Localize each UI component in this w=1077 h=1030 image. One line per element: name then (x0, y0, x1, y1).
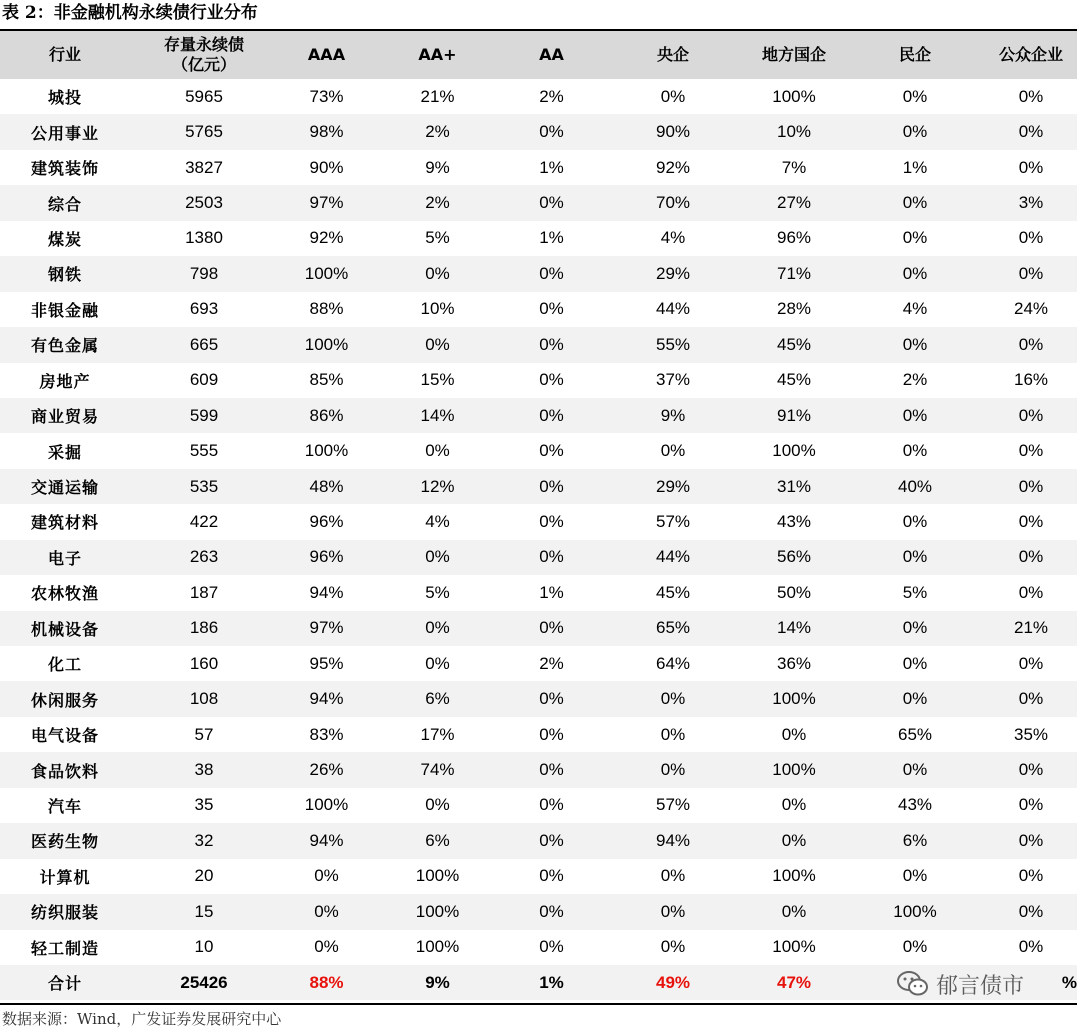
header-industry: 行业 (48, 45, 81, 64)
cell-aa: 0% (539, 405, 564, 425)
cell-public: 0% (1018, 334, 1044, 354)
cell-aaa: 100% (304, 263, 349, 283)
cell-industry: 非银金融 (30, 300, 99, 320)
cell-central-soe: 0% (660, 724, 686, 744)
cell-industry: 食品饮料 (30, 761, 99, 781)
cell-aa-plus: 2% (425, 193, 450, 213)
header-aa-plus: AA+ (418, 45, 457, 64)
cell-industry: 采掘 (47, 442, 82, 462)
cell-public: 0% (1018, 689, 1044, 709)
cell-aa-plus: 100% (415, 866, 460, 886)
cell-outstanding: 422 (189, 511, 219, 531)
watermark-text: 郁言债市 (936, 973, 1025, 999)
cell-central-soe: 44% (655, 299, 691, 319)
cell-aa: 0% (539, 901, 564, 921)
table-row (0, 540, 1077, 575)
cell-aa-plus: 15% (420, 370, 455, 390)
cell-central-soe: 0% (660, 86, 686, 106)
cell-industry: 机械设备 (30, 619, 99, 639)
cell-aa: 0% (539, 370, 564, 390)
cell-local-soe: 27% (776, 193, 812, 213)
cell-local-soe: 31% (776, 476, 812, 496)
industry-distribution-table (0, 31, 1077, 1000)
table-row (0, 717, 1077, 752)
cell-public: 35% (1013, 724, 1049, 744)
cell-aa: 2% (539, 653, 564, 673)
cell-aa-plus: 0% (425, 334, 450, 354)
cell-aaa: 90% (309, 157, 344, 177)
cell-aaa: 83% (309, 724, 344, 744)
cell-private: 0% (902, 122, 928, 142)
cell-public: 0% (1018, 653, 1044, 673)
cell-industry: 汽车 (47, 796, 82, 816)
table-row (0, 788, 1077, 823)
cell-private: 65% (897, 724, 933, 744)
cell-outstanding: 3827 (185, 157, 223, 177)
total-row (0, 965, 1077, 1000)
cell-central-soe: 57% (655, 795, 691, 815)
cell-central-soe: 4% (660, 228, 686, 248)
cell-aa: 0% (539, 618, 564, 638)
cell-aa: 0% (539, 760, 564, 780)
cell-local-soe: 28% (776, 299, 812, 319)
header-central-soe: 央企 (656, 45, 689, 64)
bottom-rule (0, 1003, 1077, 1005)
cell-local-soe: 100% (772, 866, 816, 886)
cell-local-soe: 91% (776, 405, 812, 425)
cell-local-soe: 100% (772, 441, 816, 461)
total-central-soe: 49% (655, 972, 691, 992)
cell-private: 5% (902, 582, 928, 602)
cell-aa: 1% (539, 228, 564, 248)
cell-industry: 电子 (47, 548, 82, 568)
cell-aa-plus: 6% (425, 830, 450, 850)
table-row (0, 114, 1077, 149)
cell-industry: 商业贸易 (30, 407, 99, 427)
table-row (0, 646, 1077, 681)
cell-private: 0% (902, 334, 928, 354)
table-row (0, 752, 1077, 787)
cell-aa-plus: 10% (420, 299, 455, 319)
table-row (0, 256, 1077, 291)
cell-aa-plus: 0% (425, 441, 450, 461)
cell-aa-plus: 5% (425, 228, 450, 248)
cell-outstanding: 693 (189, 299, 219, 319)
cell-private: 0% (902, 618, 928, 638)
total-industry: 合计 (47, 974, 82, 994)
cell-industry: 电气设备 (30, 726, 99, 746)
cell-central-soe: 29% (655, 263, 691, 283)
cell-local-soe: 71% (776, 263, 812, 283)
cell-aaa: 96% (309, 547, 344, 567)
cell-industry: 轻工制造 (30, 938, 99, 958)
cell-central-soe: 45% (655, 582, 691, 602)
cell-outstanding: 38 (194, 760, 214, 780)
cell-outstanding: 5965 (185, 86, 223, 106)
cell-aa-plus: 0% (425, 547, 450, 567)
cell-central-soe: 29% (655, 476, 691, 496)
cell-central-soe: 57% (655, 511, 691, 531)
table-row (0, 469, 1077, 504)
cell-private: 6% (902, 830, 928, 850)
cell-private: 0% (902, 866, 928, 886)
cell-public: 0% (1018, 760, 1044, 780)
cell-outstanding: 599 (189, 405, 219, 425)
cell-aa-plus: 12% (420, 476, 455, 496)
cell-aaa: 100% (304, 795, 349, 815)
cell-private: 43% (897, 795, 933, 815)
cell-local-soe: 0% (781, 795, 807, 815)
cell-private: 40% (897, 476, 933, 496)
cell-aa-plus: 0% (425, 795, 450, 815)
cell-outstanding: 665 (189, 334, 219, 354)
cell-aa: 0% (539, 724, 564, 744)
cell-aa: 0% (539, 937, 564, 957)
cell-aaa: 26% (309, 760, 344, 780)
cell-aa: 0% (539, 299, 564, 319)
cell-aa-plus: 0% (425, 618, 450, 638)
cell-local-soe: 100% (772, 760, 816, 780)
cell-outstanding: 35 (194, 795, 214, 815)
header-local-soe: 地方国企 (761, 45, 826, 64)
cell-public: 0% (1018, 547, 1044, 567)
cell-aa: 0% (539, 547, 564, 567)
cell-aaa: 48% (309, 476, 344, 496)
cell-industry: 建筑材料 (30, 513, 99, 533)
cell-aa-plus: 100% (415, 937, 460, 957)
cell-local-soe: 45% (776, 334, 812, 354)
cell-aaa: 0% (314, 866, 339, 886)
cell-industry: 综合 (47, 194, 82, 214)
cell-outstanding: 5765 (185, 122, 223, 142)
cell-industry: 钢铁 (47, 265, 82, 285)
header-row (0, 31, 1077, 79)
cell-local-soe: 43% (776, 511, 812, 531)
cell-aaa: 97% (309, 193, 344, 213)
cell-aa: 0% (539, 830, 564, 850)
cell-aa-plus: 9% (425, 157, 450, 177)
total-public: % (1061, 972, 1077, 992)
cell-industry: 农林牧渔 (30, 584, 99, 604)
cell-central-soe: 55% (655, 334, 691, 354)
header-private: 民企 (898, 45, 931, 64)
cell-central-soe: 0% (660, 441, 686, 461)
cell-aaa: 98% (309, 122, 344, 142)
total-local-soe: 47% (776, 972, 812, 992)
cell-outstanding: 798 (189, 263, 219, 283)
cell-aa: 0% (539, 193, 564, 213)
cell-aaa: 0% (314, 901, 339, 921)
cell-public: 16% (1013, 370, 1049, 390)
cell-private: 1% (902, 157, 928, 177)
cell-central-soe: 0% (660, 866, 686, 886)
cell-central-soe: 94% (655, 830, 691, 850)
cell-aa-plus: 21% (420, 86, 455, 106)
cell-private: 0% (902, 86, 928, 106)
cell-local-soe: 14% (776, 618, 812, 638)
cell-central-soe: 70% (655, 193, 691, 213)
table-row (0, 150, 1077, 185)
cell-outstanding: 1380 (185, 228, 223, 248)
cell-local-soe: 50% (776, 582, 812, 602)
cell-aaa: 97% (309, 618, 344, 638)
cell-aaa: 100% (304, 441, 349, 461)
cell-industry: 休闲服务 (30, 690, 99, 710)
cell-outstanding: 20 (194, 866, 214, 886)
table-row (0, 221, 1077, 256)
cell-public: 0% (1018, 86, 1044, 106)
cell-aaa: 73% (309, 86, 344, 106)
cell-local-soe: 10% (776, 122, 812, 142)
table-row (0, 930, 1077, 965)
cell-outstanding: 555 (189, 441, 219, 461)
cell-public: 0% (1018, 866, 1044, 886)
cell-private: 0% (902, 511, 928, 531)
source-note: 数据来源：Wind，广发证券发展研究中心 (2, 1010, 282, 1028)
table-row (0, 292, 1077, 327)
cell-local-soe: 0% (781, 830, 807, 850)
total-private (845, 965, 985, 1000)
cell-central-soe: 9% (660, 405, 686, 425)
cell-local-soe: 100% (772, 937, 816, 957)
table-row (0, 575, 1077, 610)
cell-aaa: 88% (309, 299, 344, 319)
cell-industry: 建筑装饰 (30, 159, 99, 179)
cell-outstanding: 32 (194, 830, 214, 850)
cell-outstanding: 187 (189, 582, 219, 602)
table-row (0, 327, 1077, 362)
cell-public: 0% (1018, 157, 1044, 177)
cell-outstanding: 609 (189, 370, 219, 390)
table-row (0, 433, 1077, 468)
header-aa: AA (539, 45, 564, 64)
cell-outstanding: 535 (189, 476, 219, 496)
cell-outstanding: 160 (189, 653, 219, 673)
cell-public: 0% (1018, 830, 1044, 850)
table-row (0, 859, 1077, 894)
cell-local-soe: 0% (781, 724, 807, 744)
cell-aa: 0% (539, 476, 564, 496)
cell-local-soe: 0% (781, 901, 807, 921)
cell-industry: 煤炭 (47, 229, 82, 249)
cell-outstanding: 263 (189, 547, 219, 567)
cell-industry: 房地产 (39, 371, 91, 391)
cell-aa-plus: 5% (425, 582, 450, 602)
table-row (0, 681, 1077, 716)
cell-local-soe: 100% (772, 86, 816, 106)
cell-outstanding: 10 (194, 937, 214, 957)
cell-public: 0% (1018, 441, 1044, 461)
cell-aa: 0% (539, 689, 564, 709)
cell-industry: 交通运输 (30, 478, 99, 498)
cell-public: 0% (1018, 901, 1044, 921)
cell-aa-plus: 0% (425, 263, 450, 283)
header-outstanding-line1: 存量永续债 (163, 35, 244, 54)
cell-aaa: 0% (314, 937, 339, 957)
cell-central-soe: 0% (660, 901, 686, 921)
cell-outstanding: 2503 (185, 193, 223, 213)
cell-private: 0% (902, 263, 928, 283)
cell-industry: 纺织服装 (30, 903, 99, 923)
cell-private: 0% (902, 441, 928, 461)
cell-aa-plus: 2% (425, 122, 450, 142)
cell-central-soe: 65% (655, 618, 691, 638)
table-row (0, 185, 1077, 220)
total-aaa: 88% (309, 972, 344, 992)
total-outstanding: 25426 (180, 972, 228, 992)
cell-public: 0% (1018, 795, 1044, 815)
cell-industry: 公用事业 (30, 123, 99, 143)
cell-public: 0% (1018, 476, 1044, 496)
cell-central-soe: 37% (655, 370, 691, 390)
cell-public: 0% (1018, 228, 1044, 248)
header-outstanding-unit: （亿元） (171, 55, 236, 74)
cell-private: 0% (902, 405, 928, 425)
cell-aa: 0% (539, 334, 564, 354)
cell-local-soe: 36% (776, 653, 812, 673)
cell-aaa: 100% (304, 334, 349, 354)
cell-aaa: 92% (309, 228, 344, 248)
table-row (0, 894, 1077, 929)
cell-aaa: 94% (309, 582, 344, 602)
cell-aaa: 94% (309, 830, 344, 850)
cell-aaa: 96% (309, 511, 344, 531)
cell-public: 0% (1018, 937, 1044, 957)
cell-private: 0% (902, 689, 928, 709)
cell-public: 0% (1018, 582, 1044, 602)
cell-aa: 1% (539, 157, 564, 177)
cell-aa-plus: 17% (420, 724, 455, 744)
cell-private: 0% (902, 937, 928, 957)
table-row (0, 611, 1077, 646)
cell-public: 21% (1013, 618, 1049, 638)
cell-central-soe: 0% (660, 760, 686, 780)
cell-aaa: 86% (309, 405, 344, 425)
cell-local-soe: 96% (776, 228, 812, 248)
cell-industry: 化工 (47, 655, 82, 675)
cell-local-soe: 7% (781, 157, 807, 177)
header-aaa: AAA (307, 45, 346, 64)
table-body (0, 79, 1077, 1000)
cell-private: 0% (902, 653, 928, 673)
cell-outstanding: 186 (189, 618, 219, 638)
cell-aaa: 85% (309, 370, 344, 390)
cell-local-soe: 100% (772, 689, 816, 709)
cell-aa: 0% (539, 795, 564, 815)
cell-aa-plus: 4% (425, 511, 450, 531)
cell-industry: 医药生物 (30, 832, 99, 852)
cell-industry: 计算机 (39, 867, 91, 887)
cell-private: 2% (902, 370, 928, 390)
table-row (0, 823, 1077, 858)
cell-private: 0% (902, 760, 928, 780)
cell-aa: 2% (539, 86, 564, 106)
cell-local-soe: 56% (776, 547, 812, 567)
cell-public: 0% (1018, 511, 1044, 531)
table-title: 表 2：非金融机构永续债行业分布 (2, 3, 258, 23)
cell-aa: 0% (539, 263, 564, 283)
cell-public: 3% (1018, 193, 1044, 213)
cell-outstanding: 108 (189, 689, 219, 709)
cell-aa: 0% (539, 441, 564, 461)
cell-public: 24% (1013, 299, 1049, 319)
cell-private: 0% (902, 228, 928, 248)
cell-aa: 0% (539, 122, 564, 142)
table-row (0, 363, 1077, 398)
cell-outstanding: 15 (194, 901, 214, 921)
table-row (0, 504, 1077, 539)
cell-aa-plus: 74% (420, 760, 455, 780)
cell-central-soe: 92% (655, 157, 691, 177)
cell-private: 100% (893, 901, 937, 921)
cell-aa-plus: 0% (425, 653, 450, 673)
cell-outstanding: 57 (194, 724, 214, 744)
cell-public: 0% (1018, 122, 1044, 142)
total-aa-plus: 9% (425, 972, 450, 992)
cell-aa: 1% (539, 582, 564, 602)
cell-private: 0% (902, 193, 928, 213)
cell-private: 0% (902, 547, 928, 567)
table-row (0, 398, 1077, 433)
cell-public: 0% (1018, 405, 1044, 425)
cell-aa-plus: 14% (420, 405, 455, 425)
table-row (0, 79, 1077, 114)
cell-private: 4% (902, 299, 928, 319)
cell-local-soe: 45% (776, 370, 812, 390)
cell-central-soe: 0% (660, 689, 686, 709)
cell-public: 0% (1018, 263, 1044, 283)
cell-central-soe: 0% (660, 937, 686, 957)
cell-aa-plus: 100% (415, 901, 460, 921)
total-aa: 1% (539, 972, 564, 992)
header-public: 公众企业 (998, 45, 1063, 64)
cell-aa: 0% (539, 511, 564, 531)
cell-aa-plus: 6% (425, 689, 450, 709)
cell-industry: 城投 (47, 88, 82, 108)
cell-aaa: 95% (309, 653, 344, 673)
cell-aaa: 94% (309, 689, 344, 709)
cell-central-soe: 44% (655, 547, 691, 567)
cell-industry: 有色金属 (30, 336, 99, 356)
cell-central-soe: 90% (655, 122, 691, 142)
cell-aa: 0% (539, 866, 564, 886)
cell-central-soe: 64% (655, 653, 691, 673)
header-outstanding (130, 31, 278, 79)
